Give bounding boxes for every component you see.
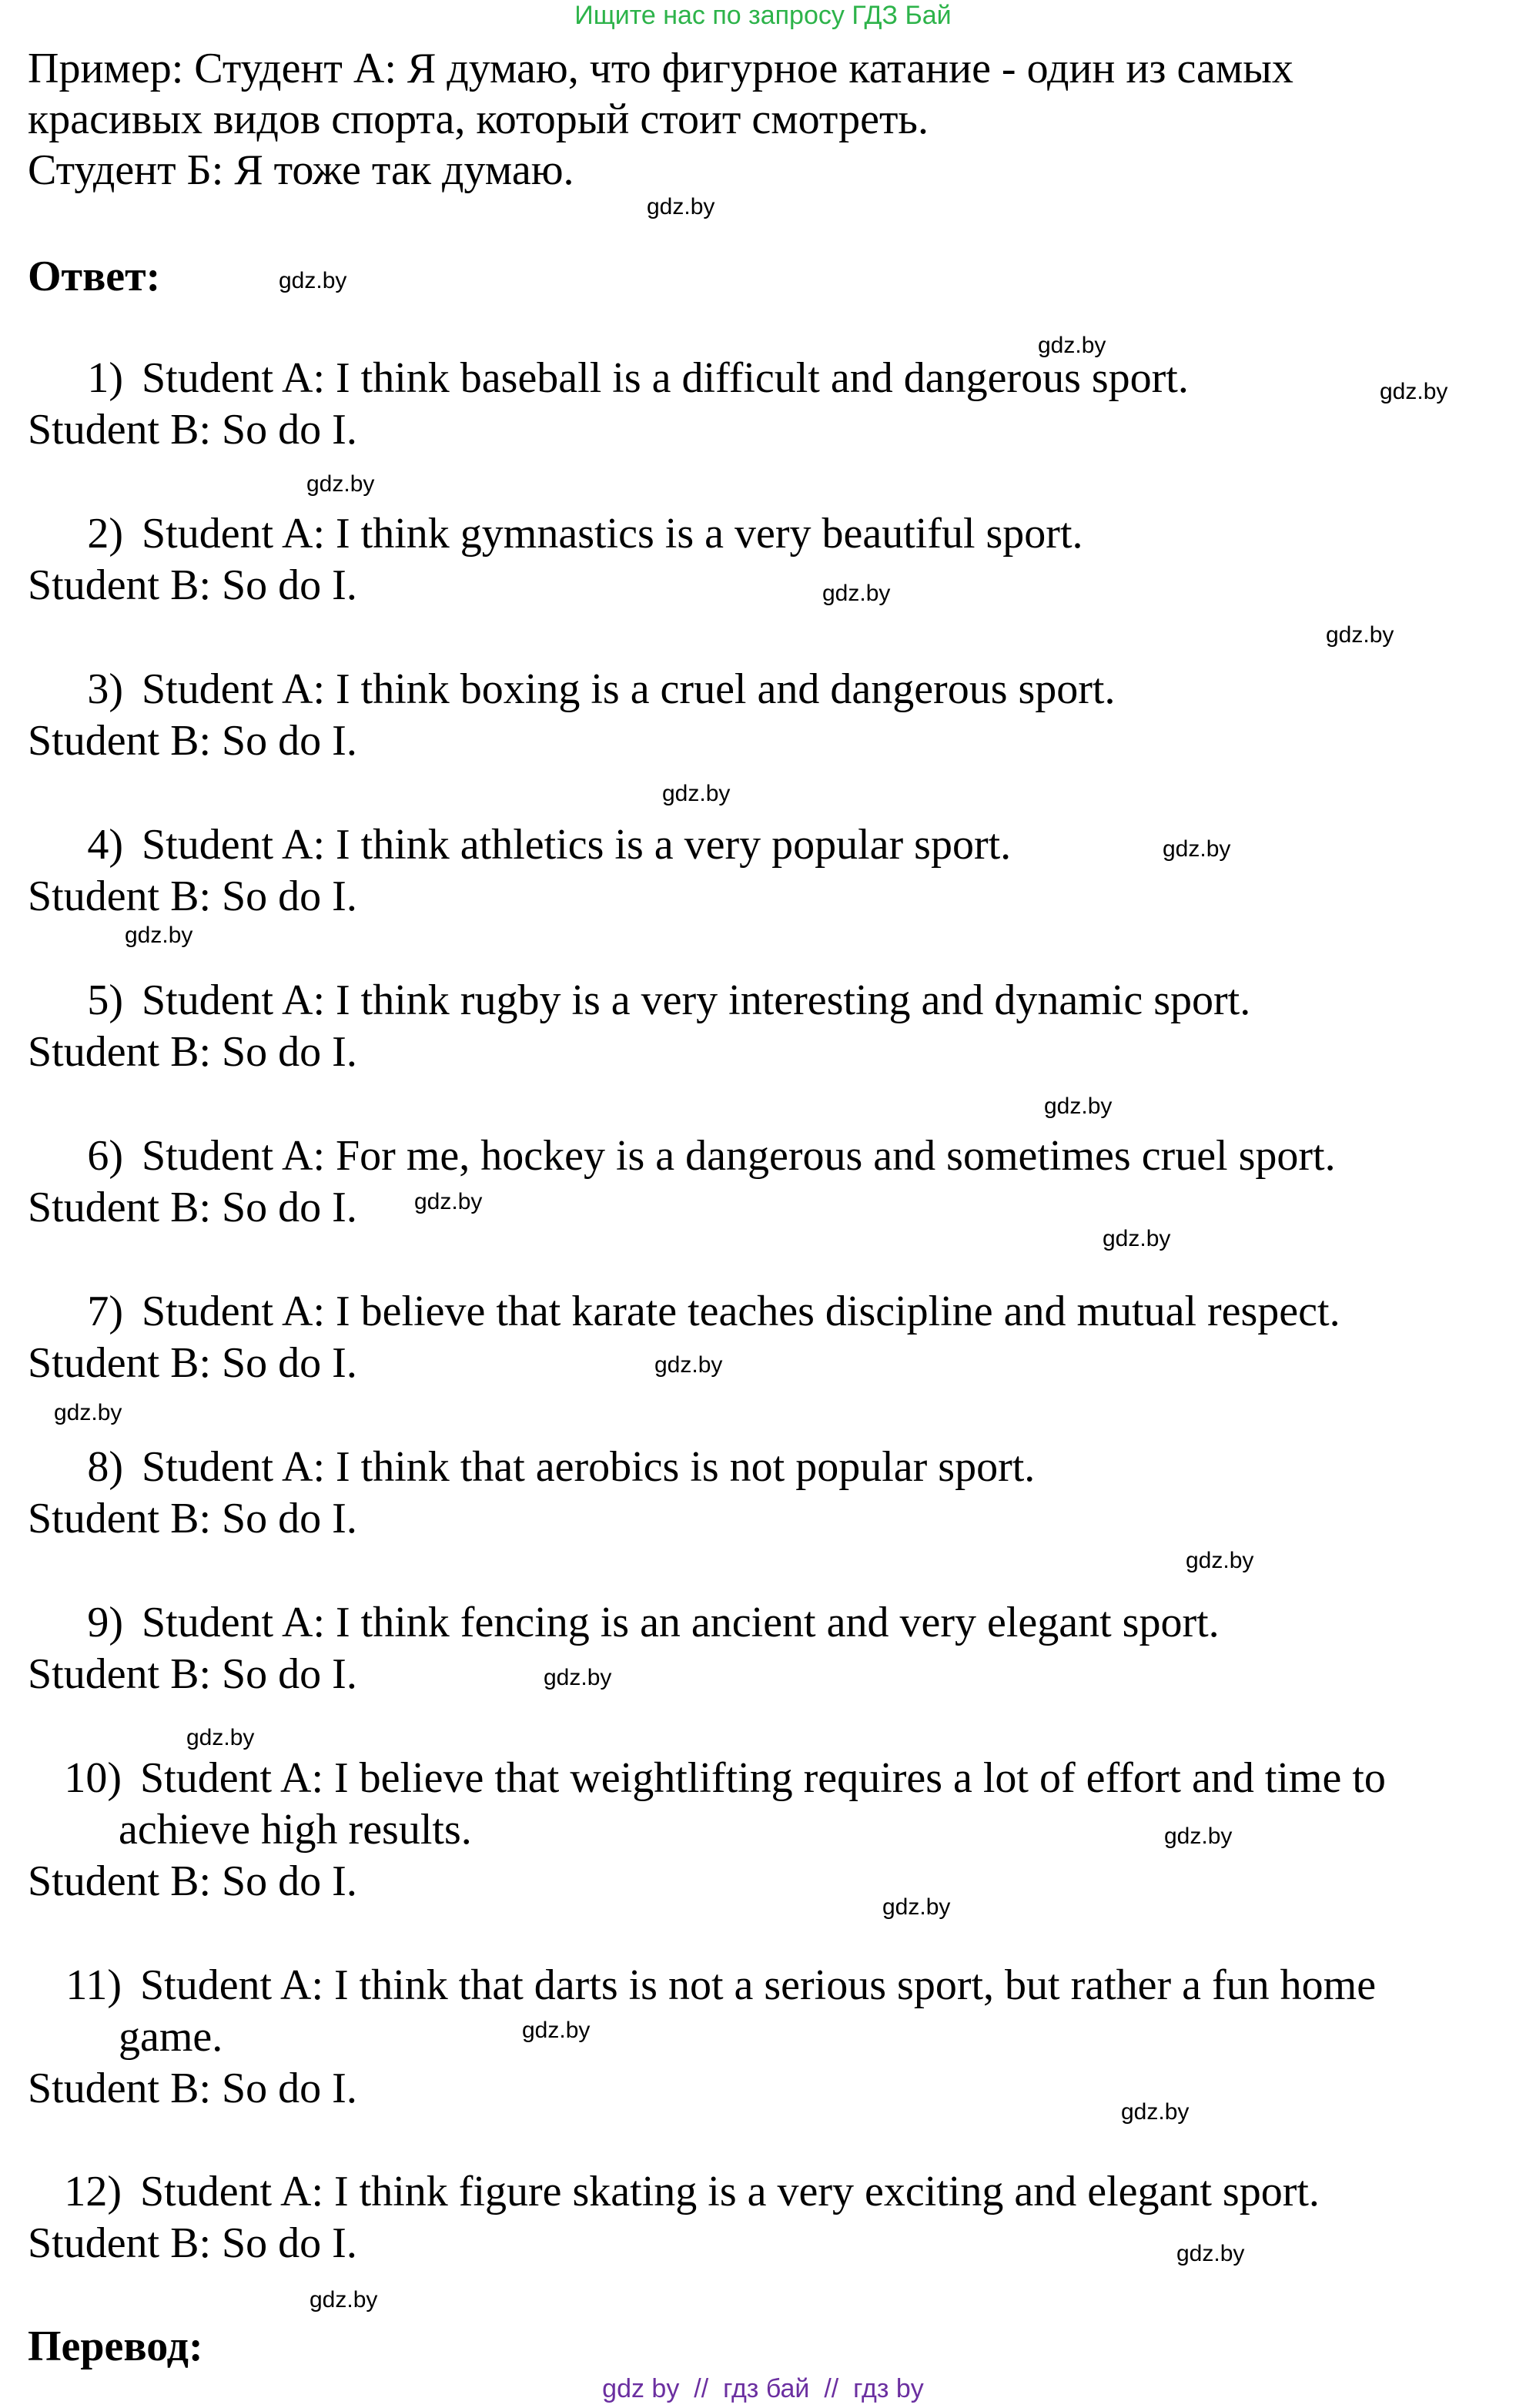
watermark: gdz.by bbox=[1163, 836, 1231, 862]
student-b-line: Student B: So do I. bbox=[28, 561, 357, 609]
student-a-line: Student A: I think figure skating is a very exciting and elegant sport. bbox=[140, 2168, 1320, 2215]
list-item bbox=[28, 353, 1506, 456]
student-a-continuation: achieve high results. bbox=[119, 1806, 472, 1854]
watermark: gdz.by bbox=[54, 1400, 122, 1425]
list-item bbox=[28, 2166, 1506, 2269]
student-a-line: Student A: I think gymnastics is a very beautiful sport. bbox=[142, 510, 1083, 558]
student-a-continuation: game. bbox=[119, 2013, 223, 2061]
student-a-line: Student A: I think that aerobics is not popular sport. bbox=[142, 1443, 1036, 1491]
item-number: 10) bbox=[64, 1754, 122, 1802]
watermark: gdz.by bbox=[544, 1665, 612, 1690]
item-number: 9) bbox=[87, 1599, 123, 1646]
example-block bbox=[28, 43, 1491, 196]
student-a-line: Student A: I think baseball is a difficult and dangerous sport. bbox=[142, 354, 1189, 402]
watermark: gdz.by bbox=[647, 194, 715, 219]
answer-heading: Ответ: bbox=[28, 253, 161, 300]
watermark: gdz.by bbox=[662, 781, 731, 806]
student-a-line: Student A: I believe that karate teaches discipline and mutual respect. bbox=[142, 1288, 1340, 1335]
watermark: gdz.by bbox=[1121, 2099, 1190, 2125]
watermark: gdz.by bbox=[125, 923, 193, 948]
student-b-line: Student B: So do I. bbox=[28, 2065, 357, 2112]
list-item bbox=[28, 1286, 1506, 1389]
item-number: 5) bbox=[87, 976, 123, 1024]
watermark: gdz.by bbox=[522, 2018, 591, 2043]
student-b-line: Student B: So do I. bbox=[28, 1650, 357, 1698]
student-a-line: Student A: I think fencing is an ancient and very elegant sport. bbox=[142, 1599, 1220, 1646]
student-a-line: Student A: I believe that weightlifting requires a lot of effort and time to bbox=[140, 1754, 1386, 1802]
watermark: gdz.by bbox=[310, 2287, 378, 2313]
student-a-line: Student A: I think that darts is not a serious sport, but rather a fun home bbox=[140, 1961, 1377, 2009]
translation-heading: Перевод: bbox=[28, 2323, 203, 2370]
list-item bbox=[28, 508, 1506, 611]
student-b-line: Student B: So do I. bbox=[28, 1857, 357, 1905]
student-b-line: Student B: So do I. bbox=[28, 1028, 357, 1076]
footer-part-3: гдз by bbox=[853, 2374, 924, 2403]
watermark: gdz.by bbox=[1044, 1093, 1113, 1119]
student-b-line: Student B: So do I. bbox=[28, 1184, 357, 1231]
item-number: 6) bbox=[87, 1132, 123, 1180]
list-item bbox=[28, 819, 1506, 923]
item-number: 8) bbox=[87, 1443, 123, 1491]
list-item bbox=[28, 975, 1506, 1078]
example-line-3: Студент Б: Я тоже так думаю. bbox=[28, 146, 574, 194]
list-item bbox=[28, 1130, 1506, 1234]
item-number: 11) bbox=[65, 1961, 122, 2009]
bottom-banner bbox=[0, 2373, 1526, 2404]
item-number: 2) bbox=[87, 510, 123, 558]
item-number: 3) bbox=[87, 665, 123, 713]
watermark: gdz.by bbox=[1164, 1824, 1233, 1849]
watermark: gdz.by bbox=[414, 1189, 483, 1214]
watermark: gdz.by bbox=[822, 581, 891, 606]
watermark: gdz.by bbox=[1326, 622, 1394, 648]
item-number: 12) bbox=[64, 2168, 122, 2215]
watermark: gdz.by bbox=[279, 268, 347, 293]
student-b-line: Student B: So do I. bbox=[28, 717, 357, 765]
watermark: gdz.by bbox=[654, 1352, 723, 1378]
student-b-line: Student B: So do I. bbox=[28, 1339, 357, 1387]
item-number: 1) bbox=[87, 354, 123, 402]
list-item bbox=[28, 1442, 1506, 1545]
student-a-line: Student A: I think rugby is a very interesting and dynamic sport. bbox=[142, 976, 1251, 1024]
footer-part-2: гдз бай bbox=[723, 2374, 810, 2403]
watermark: gdz.by bbox=[306, 471, 375, 497]
watermark: gdz.by bbox=[1186, 1548, 1254, 1573]
student-b-line: Student B: So do I. bbox=[28, 1495, 357, 1542]
list-item bbox=[28, 1960, 1506, 2115]
student-b-line: Student B: So do I. bbox=[28, 406, 357, 454]
student-b-line: Student B: So do I. bbox=[28, 872, 357, 920]
item-number: 7) bbox=[87, 1288, 123, 1335]
list-item bbox=[28, 1597, 1506, 1700]
watermark: gdz.by bbox=[1103, 1226, 1171, 1251]
example-line-1: Пример: Студент А: Я думаю, что фигурное катание - один из самых bbox=[28, 45, 1293, 92]
watermark: gdz.by bbox=[882, 1894, 951, 1920]
watermark: gdz.by bbox=[186, 1725, 255, 1750]
student-b-line: Student B: So do I. bbox=[28, 2219, 357, 2267]
student-a-line: Student A: I think boxing is a cruel and dangerous sport. bbox=[142, 665, 1116, 713]
watermark: gdz.by bbox=[1380, 379, 1448, 404]
top-banner: Ищите нас по запросу ГДЗ Бай bbox=[574, 1, 952, 30]
footer-separator: // bbox=[824, 2374, 839, 2403]
item-number: 4) bbox=[87, 821, 123, 869]
example-line-2: красивых видов спорта, который стоит смотреть. bbox=[28, 95, 929, 143]
watermark: gdz.by bbox=[1038, 333, 1106, 358]
footer-separator: // bbox=[694, 2374, 709, 2403]
student-a-line: Student A: For me, hockey is a dangerous and sometimes cruel sport. bbox=[142, 1132, 1336, 1180]
list-item bbox=[28, 1753, 1506, 1907]
list-item bbox=[28, 664, 1506, 767]
footer-part-1: gdz by bbox=[602, 2374, 680, 2403]
student-a-line: Student A: I think athletics is a very popular sport. bbox=[142, 821, 1012, 869]
watermark: gdz.by bbox=[1176, 2241, 1245, 2266]
